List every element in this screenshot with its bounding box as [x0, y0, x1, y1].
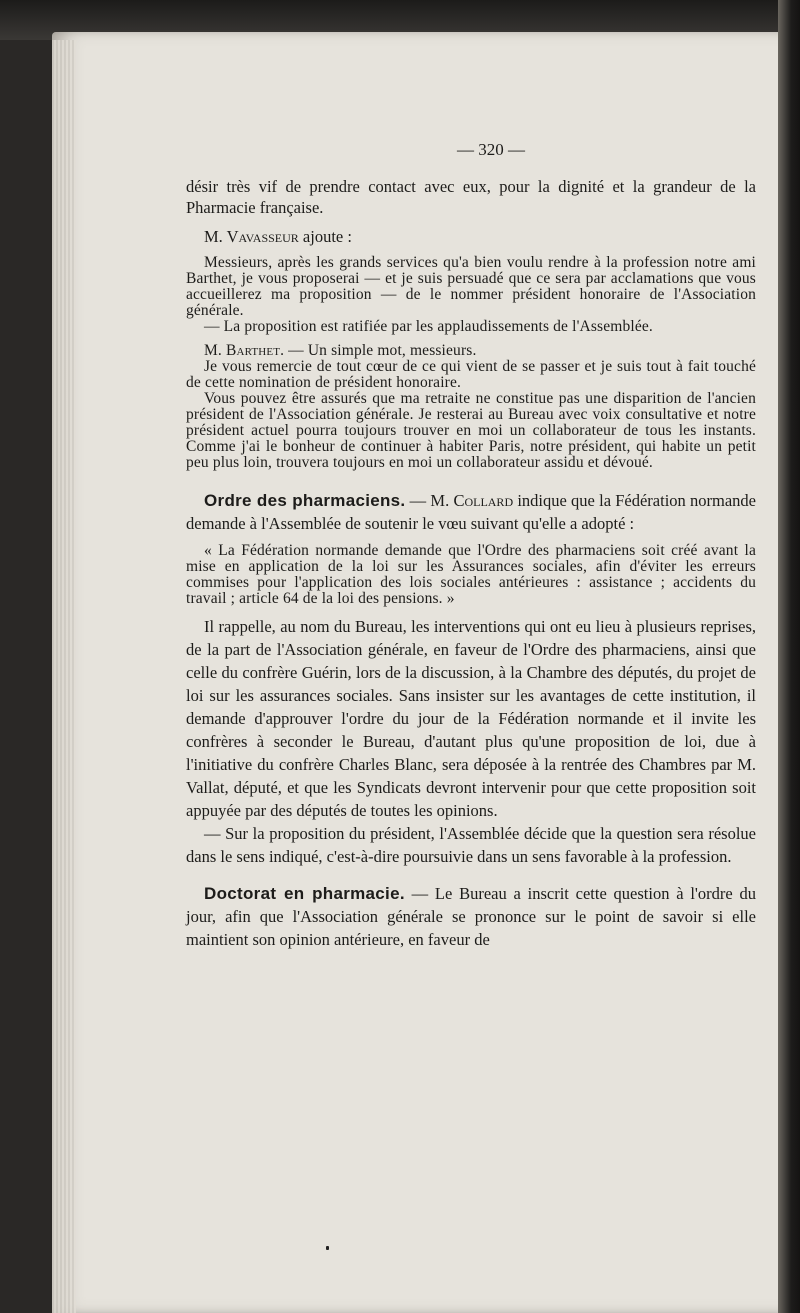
paragraph-8-text: indique que la Fédération normande demande à l'Assemblée de soutenir le vœu suivant qu'elle a adopté : [186, 491, 757, 533]
paragraph-12-text: — Le Bureau a inscrit cette question à l'ordre du jour, afin que l'Association générale se prononce sur le point de savoir si elle maintient son opinion antérieure, en faveur de [186, 884, 756, 949]
person-name: Collard [453, 491, 514, 510]
paragraph-8-dash: — M. [405, 491, 454, 510]
paragraph-8 [186, 489, 756, 535]
page-edges [52, 40, 76, 1313]
paragraph-11: — Sur la proposition du président, l'Assemblée décide que la question sera résolue dans le sens indiqué, c'est-à-dire poursuivie dans un sens favorable à la profession. [186, 824, 756, 866]
paragraph-10: Il rappelle, au nom du Bureau, les interventions qui ont eu lieu à plusieurs reprises, de la part de l'Association générale, en faveur de l'Ordre des pharmaciens, ainsi que celle du confrère Guérin, lors de la discussion, à la Chambre des députés, du projet de loi sur les assurances sociales. Sans insister sur les avantages de cette institution, il demande d'approuver l'ordre du jour de la Fédération normande et il invite les confrères à seconder le Bureau, d'autant plus qu'une proposition de loi, due à l'initiative du confrère Charles Blanc, sera déposée à la rentrée des Chambres par M. Vallat, député, et que les Syndicats devront intervenir pour que cette proposition soit appuyée par des députés de toutes les opinions. [186, 617, 756, 820]
speaker-name: M. Vavasseur [204, 227, 299, 246]
paragraph-2 [186, 226, 756, 247]
page-text [186, 140, 756, 951]
paragraph-1: désir très vif de prendre contact avec eux, pour la dignité et la grandeur de la Pharmacie française. [186, 177, 756, 217]
paragraph-4: — La proposition est ratifiée par les applaudissements de l'Assemblée. [204, 318, 653, 335]
scan-background-right [778, 0, 800, 1313]
paragraph-3: Messieurs, après les grands services qu'a bien voulu rendre à la profession notre ami Barthet, je vous proposerai — et je suis persuadé que ce sera par acclamations que vous accueillerez ma proposition — de le nommer président honoraire de l'Association générale. [186, 254, 756, 319]
paragraph-2-text: ajoute : [298, 227, 352, 246]
section-heading: Ordre des pharmaciens. [204, 491, 406, 510]
paragraph-5 [186, 343, 756, 359]
paragraph-5-text: — Un simple mot, messieurs. [284, 342, 477, 359]
paragraph-12 [186, 882, 756, 951]
paragraph-7: Vous pouvez être assurés que ma retraite ne constitue pas une disparition de l'ancien président de l'Association générale. Je resterai au Bureau avec voix consultative et notre président actuel pourra toujours trouver en moi un collaborateur de tous les instants. Comme j'ai le bonheur de continuer à habiter Paris, notre président, qui habite un petit peu plus loin, trouvera toujours en moi un collaborateur assidu et dévoué. [186, 390, 756, 471]
paragraph-6: Je vous remercie de tout cœur de ce qui vient de se passer et je suis tout à fait touché de cette nomination de président honoraire. [186, 358, 756, 391]
speaker-name: M. Barthet. [204, 342, 285, 359]
page-number: — 320 — [457, 140, 525, 159]
section-heading: Doctorat en pharmacie. [204, 884, 405, 903]
ink-speck [326, 1246, 329, 1250]
paragraph-9: « La Fédération normande demande que l'Ordre des pharmaciens soit créé avant la mise en application de la loi sur les Assurances sociales, afin d'éviter les erreurs commises pour l'application des lois sociales antérieures : assistance ; accidents du travail ; article 64 de la loi des pensions. » [186, 542, 756, 607]
